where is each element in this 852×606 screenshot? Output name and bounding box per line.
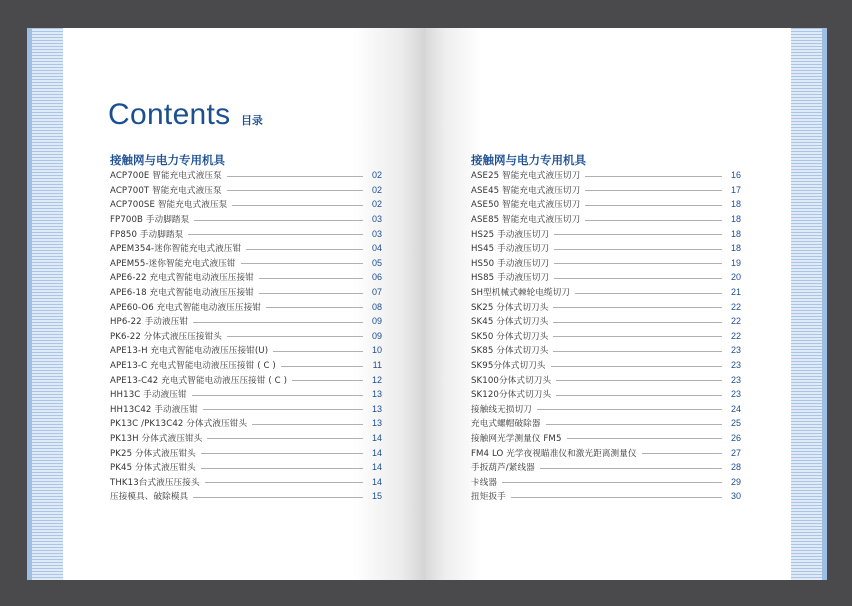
toc-leader-line [188, 234, 363, 235]
toc-entry-label: 卡线器 [471, 477, 498, 488]
toc-leader-line [252, 424, 363, 425]
toc-entry-label: SK95分体式切刀头 [471, 361, 546, 372]
toc-leader-line [554, 249, 722, 250]
toc-entry[interactable] [471, 431, 741, 446]
toc-leader-line [585, 190, 722, 191]
toc-entry[interactable] [471, 474, 741, 489]
toc-entry[interactable] [110, 416, 382, 431]
toc-page-number: 28 [730, 462, 741, 473]
toc-entry[interactable] [110, 226, 382, 241]
left-section-heading: 接触网与电力专用机具 [110, 153, 225, 167]
contents-title [108, 98, 263, 132]
toc-entry-label: 接触线无损切刀 [471, 404, 532, 415]
right-page [425, 28, 827, 580]
toc-leader-line [227, 336, 363, 337]
right-toc-list [471, 168, 741, 504]
toc-entry[interactable] [110, 489, 382, 504]
left-toc-list [110, 168, 382, 504]
toc-leader-line [585, 205, 722, 206]
toc-page-number: 23 [730, 360, 741, 371]
toc-entry[interactable] [110, 358, 382, 373]
toc-page-number: 13 [371, 389, 382, 400]
toc-page-number: 23 [730, 389, 741, 400]
toc-leader-line [537, 409, 722, 410]
toc-entry[interactable] [471, 270, 741, 285]
toc-entry[interactable] [471, 343, 741, 358]
toc-entry[interactable] [110, 387, 382, 402]
toc-leader-line [241, 263, 363, 264]
toc-leader-line [273, 351, 363, 352]
toc-entry-label: ACP700T 智能充电式液压泵 [110, 185, 222, 196]
toc-entry-label: SK50 分体式切刀头 [471, 331, 549, 342]
toc-entry-label: APEM55-迷你智能充电式液压钳 [110, 258, 236, 269]
toc-entry[interactable] [471, 168, 741, 183]
toc-page-number: 04 [371, 243, 382, 254]
toc-entry[interactable] [110, 460, 382, 475]
toc-entry[interactable] [110, 241, 382, 256]
toc-leader-line [554, 278, 722, 279]
toc-entry[interactable] [110, 314, 382, 329]
toc-entry[interactable] [110, 197, 382, 212]
toc-leader-line [259, 293, 363, 294]
toc-leader-line [546, 424, 722, 425]
toc-page-number: 03 [371, 214, 382, 225]
toc-entry-label: PK45 分体式液压钳头 [110, 463, 196, 474]
toc-entry-label: ACP700E 智能充电式液压泵 [110, 171, 222, 182]
toc-entry[interactable] [471, 226, 741, 241]
toc-leader-line [553, 336, 722, 337]
toc-entry-label: FM4 LO 光学夜视瞄准仪和激光距离测量仪 [471, 448, 637, 459]
toc-entry[interactable] [110, 212, 382, 227]
toc-leader-line [281, 366, 363, 367]
toc-entry[interactable] [471, 387, 741, 402]
toc-entry[interactable] [471, 285, 741, 300]
toc-page-number: 02 [371, 170, 382, 181]
toc-entry-label: APE13-C42 充电式智能电动液压压接钳 ( C ) [110, 375, 288, 386]
catalog-spread [27, 28, 827, 580]
toc-entry[interactable] [110, 168, 382, 183]
toc-entry-label: 接触网光学测量仪 FM5 [471, 433, 562, 444]
toc-leader-line [556, 380, 722, 381]
contents-title-sub: 目录 [240, 115, 263, 127]
toc-entry[interactable] [471, 197, 741, 212]
toc-entry-label: APE13-H 充电式智能电动液压压接钳(U) [110, 346, 269, 357]
toc-entry-label: SK85 分体式切刀头 [471, 346, 549, 357]
toc-entry-label: APE6-22 充电式智能电动液压压接钳 [110, 273, 254, 284]
toc-entry-label: ASE50 智能充电式液压切刀 [471, 200, 581, 211]
toc-leader-line [585, 220, 722, 221]
toc-entry-label: ASE85 智能充电式液压切刀 [471, 215, 581, 226]
toc-page-number: 13 [371, 418, 382, 429]
toc-leader-line [207, 438, 363, 439]
toc-page-number: 14 [371, 462, 382, 473]
toc-page-number: 18 [730, 199, 741, 210]
toc-page-number: 20 [730, 272, 741, 283]
toc-entry-label: HS45 手动液压切刀 [471, 244, 550, 255]
toc-leader-line [556, 395, 722, 396]
toc-page-number: 12 [371, 374, 382, 385]
toc-leader-line [553, 307, 722, 308]
toc-leader-line [246, 249, 363, 250]
toc-entry-label: SH型机械式棘轮电缆切刀 [471, 288, 571, 299]
toc-page-number: 23 [730, 345, 741, 356]
toc-entry[interactable] [110, 402, 382, 417]
toc-page-number: 30 [730, 491, 741, 502]
toc-leader-line [292, 380, 363, 381]
toc-entry[interactable] [471, 402, 741, 417]
toc-leader-line [554, 234, 722, 235]
toc-entry-label: HS25 手动液压切刀 [471, 229, 550, 240]
toc-entry-label: HP6-22 手动液压钳 [110, 317, 189, 328]
toc-leader-line [193, 322, 363, 323]
toc-leader-line [502, 482, 722, 483]
toc-page-number: 17 [730, 184, 741, 195]
toc-leader-line [227, 190, 363, 191]
toc-page-number: 18 [730, 228, 741, 239]
toc-page-number: 14 [371, 432, 382, 443]
toc-leader-line [201, 453, 363, 454]
toc-page-number: 22 [730, 330, 741, 341]
toc-entry-label: FP850 手动脚踏泵 [110, 229, 184, 240]
toc-entry-label: 扭矩扳手 [471, 492, 506, 503]
toc-leader-line [553, 351, 722, 352]
toc-page-number: 24 [730, 403, 741, 414]
toc-entry[interactable] [471, 256, 741, 271]
toc-leader-line [585, 176, 722, 177]
toc-entry[interactable] [110, 431, 382, 446]
toc-page-number: 03 [371, 228, 382, 239]
toc-page-number: 05 [371, 257, 382, 268]
toc-page-number: 26 [730, 432, 741, 443]
toc-page-number: 06 [371, 272, 382, 283]
toc-leader-line [259, 278, 363, 279]
toc-leader-line [554, 263, 722, 264]
toc-entry-label: 充电式螺帽破除器 [471, 419, 541, 430]
toc-entry-label: PK6-22 分体式液压压接钳头 [110, 331, 222, 342]
toc-leader-line [232, 205, 363, 206]
toc-page-number: 10 [371, 345, 382, 356]
toc-entry[interactable] [110, 285, 382, 300]
toc-entry-label: SK100分体式切刀头 [471, 375, 552, 386]
toc-entry[interactable] [110, 372, 382, 387]
toc-entry-label: APE6-18 充电式智能电动液压压接钳 [110, 288, 254, 299]
toc-page-number: 18 [730, 243, 741, 254]
toc-leader-line [553, 322, 722, 323]
toc-page-number: 15 [371, 491, 382, 502]
toc-entry-label: APE60-O6 充电式智能电动液压压接钳 [110, 302, 261, 313]
toc-entry-label: 压接模具、破除模具 [110, 492, 189, 503]
toc-entry-label: SK25 分体式切刀头 [471, 302, 549, 313]
toc-page-number: 14 [371, 476, 382, 487]
toc-leader-line [266, 307, 363, 308]
toc-page-number: 25 [730, 418, 741, 429]
toc-entry-label: PK25 分体式液压钳头 [110, 448, 196, 459]
toc-leader-line [511, 497, 722, 498]
toc-entry[interactable] [471, 460, 741, 475]
toc-entry[interactable] [471, 212, 741, 227]
toc-page-number: 07 [371, 287, 382, 298]
left-decorative-stripe [27, 28, 63, 580]
toc-entry[interactable] [110, 270, 382, 285]
toc-page-number: 29 [730, 476, 741, 487]
toc-entry[interactable] [471, 329, 741, 344]
toc-entry-label: FP700B 手动脚踏泵 [110, 215, 190, 226]
toc-page-number: 14 [371, 447, 382, 458]
toc-entry[interactable] [471, 299, 741, 314]
toc-entry[interactable] [471, 314, 741, 329]
toc-leader-line [193, 497, 363, 498]
toc-leader-line [201, 468, 363, 469]
toc-entry-label: SK120分体式切刀头 [471, 390, 552, 401]
toc-page-number: 11 [372, 360, 382, 371]
toc-entry-label: HS50 手动液压切刀 [471, 258, 550, 269]
toc-entry-label: ASE45 智能充电式液压切刀 [471, 185, 581, 196]
toc-leader-line [203, 409, 363, 410]
toc-leader-line [642, 453, 722, 454]
toc-leader-line [551, 366, 722, 367]
toc-leader-line [567, 438, 722, 439]
toc-entry[interactable] [110, 329, 382, 344]
toc-entry-label: ASE25 智能充电式液压切刀 [471, 171, 581, 182]
toc-leader-line [192, 395, 363, 396]
toc-entry[interactable] [471, 489, 741, 504]
toc-page-number: 09 [371, 316, 382, 327]
toc-page-number: 09 [371, 330, 382, 341]
toc-entry[interactable] [471, 358, 741, 373]
toc-page-number: 21 [730, 287, 741, 298]
toc-entry-label: APE13-C 充电式智能电动液压压接钳 ( C ) [110, 361, 276, 372]
toc-entry-label: HH13C42 手动液压钳 [110, 404, 198, 415]
toc-entry-label: HS85 手动液压切刀 [471, 273, 550, 284]
toc-entry[interactable] [110, 474, 382, 489]
toc-entry[interactable] [110, 343, 382, 358]
toc-leader-line [194, 220, 363, 221]
contents-title-main: Contents [108, 98, 231, 131]
toc-leader-line [540, 468, 722, 469]
toc-entry[interactable] [110, 445, 382, 460]
toc-page-number: 02 [371, 199, 382, 210]
toc-entry-label: ACP700SE 智能充电式液压泵 [110, 200, 228, 211]
toc-page-number: 22 [730, 316, 741, 327]
toc-entry-label: HH13C 手动液压钳 [110, 390, 187, 401]
toc-leader-line [205, 482, 363, 483]
toc-page-number: 02 [371, 184, 382, 195]
toc-entry-label: APEM354-迷你智能充电式液压钳 [110, 244, 242, 255]
toc-page-number: 16 [730, 170, 741, 181]
toc-page-number: 13 [371, 403, 382, 414]
toc-page-number: 19 [730, 257, 741, 268]
toc-entry[interactable] [110, 299, 382, 314]
toc-leader-line [227, 176, 363, 177]
toc-entry-label: PK13H 分体式液压钳头 [110, 433, 203, 444]
toc-page-number: 18 [730, 214, 741, 225]
right-section-heading: 接触网与电力专用机具 [471, 153, 586, 167]
toc-entry[interactable] [471, 183, 741, 198]
toc-page-number: 22 [730, 301, 741, 312]
toc-entry[interactable] [471, 241, 741, 256]
toc-entry-label: SK45 分体式切刀头 [471, 317, 549, 328]
left-page [27, 28, 425, 580]
toc-page-number: 27 [730, 447, 741, 458]
toc-entry[interactable] [110, 183, 382, 198]
toc-leader-line [575, 293, 722, 294]
toc-entry[interactable] [471, 372, 741, 387]
toc-entry[interactable] [471, 445, 741, 460]
toc-entry[interactable] [471, 416, 741, 431]
toc-entry[interactable] [110, 256, 382, 271]
toc-entry-label: THK13台式液压压接头 [110, 477, 200, 488]
toc-page-number: 08 [371, 301, 382, 312]
toc-page-number: 23 [730, 374, 741, 385]
toc-entry-label: PK13C /PK13C42 分体式液压钳头 [110, 419, 248, 430]
right-decorative-stripe [791, 28, 827, 580]
toc-entry-label: 手扳葫芦/紧线器 [471, 463, 535, 474]
